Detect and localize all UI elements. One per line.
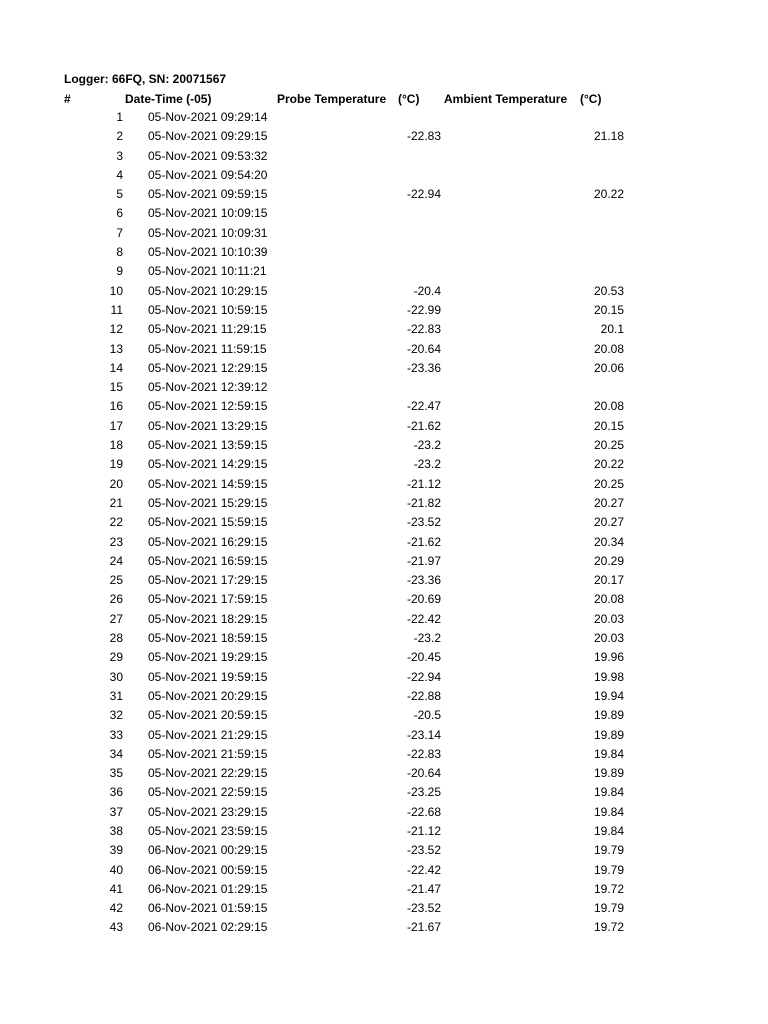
row-date-time: 05-Nov-2021 12:39:12 [148,380,268,395]
row-number: 8 [116,245,123,260]
row-probe-temperature: -21.62 [406,534,441,549]
row-probe-temperature: -22.88 [406,688,441,703]
row-number: 18 [109,438,123,453]
row-number: 22 [109,515,123,530]
row-number: 34 [109,746,123,761]
row-number: 27 [109,611,123,626]
row-date-time: 05-Nov-2021 19:59:15 [148,669,268,684]
row-ambient-temperature: 19.98 [593,669,624,684]
row-probe-temperature: -21.47 [406,881,441,896]
table-row [0,880,768,899]
row-date-time: 06-Nov-2021 00:29:15 [148,843,268,858]
row-number: 24 [109,553,123,568]
table-row [0,224,768,243]
row-probe-temperature: -22.83 [406,746,441,761]
row-date-time: 05-Nov-2021 10:09:31 [148,225,268,240]
row-ambient-temperature: 20.15 [593,302,624,317]
row-number: 28 [109,631,123,646]
row-ambient-temperature: 20.06 [593,360,624,375]
row-probe-temperature: -21.62 [406,418,441,433]
row-ambient-temperature: 19.72 [593,920,624,935]
row-ambient-temperature: 19.96 [593,650,624,665]
row-number: 21 [109,495,123,510]
row-ambient-temperature: 20.27 [593,515,624,530]
header-number: # [64,92,71,106]
row-ambient-temperature: 19.89 [593,708,624,723]
table-row [0,475,768,494]
row-date-time: 05-Nov-2021 22:59:15 [148,785,268,800]
row-probe-temperature: -22.99 [406,302,441,317]
row-number: 23 [109,534,123,549]
row-date-time: 05-Nov-2021 10:59:15 [148,302,268,317]
table-row [0,340,768,359]
row-probe-temperature: -23.2 [413,631,441,646]
row-ambient-temperature: 19.79 [593,843,624,858]
row-number: 17 [109,418,123,433]
header-probe-unit: (°C) [398,92,420,106]
row-probe-temperature: -22.68 [406,804,441,819]
row-probe-temperature: -20.45 [406,650,441,665]
row-number: 13 [109,341,123,356]
row-date-time: 05-Nov-2021 09:54:20 [148,167,268,182]
row-number: 1 [116,110,123,124]
row-ambient-temperature: 20.03 [593,631,624,646]
row-date-time: 05-Nov-2021 22:29:15 [148,766,268,781]
row-number: 14 [109,360,123,375]
row-number: 33 [109,727,123,742]
row-ambient-temperature: 19.84 [593,823,624,838]
row-ambient-temperature: 20.27 [593,495,624,510]
table-row [0,861,768,880]
row-ambient-temperature: 20.15 [593,418,624,433]
row-probe-temperature: -22.42 [406,611,441,626]
row-number: 36 [109,785,123,800]
row-probe-temperature: -23.52 [406,515,441,530]
row-probe-temperature: -23.36 [406,573,441,588]
table-row [0,783,768,802]
header-date-time: Date-Time (-05) [125,92,212,106]
row-date-time: 05-Nov-2021 10:11:21 [148,264,267,279]
row-number: 31 [109,688,123,703]
table-row [0,108,768,127]
row-date-time: 06-Nov-2021 01:59:15 [148,901,268,916]
row-ambient-temperature: 20.22 [593,457,624,472]
row-probe-temperature: -22.94 [406,187,441,202]
row-ambient-temperature: 21.18 [593,129,624,144]
row-date-time: 05-Nov-2021 16:59:15 [148,553,268,568]
row-number: 12 [109,322,123,337]
data-rows [0,108,768,938]
row-ambient-temperature: 19.79 [593,901,624,916]
row-number: 40 [109,862,123,877]
row-date-time: 05-Nov-2021 15:29:15 [148,495,268,510]
row-date-time: 05-Nov-2021 17:59:15 [148,592,268,607]
table-row [0,436,768,455]
table-row [0,552,768,571]
row-ambient-temperature: 20.29 [593,553,624,568]
table-row [0,706,768,725]
row-number: 11 [110,302,123,317]
table-row [0,417,768,436]
row-probe-temperature: -23.36 [406,360,441,375]
table-row [0,301,768,320]
row-probe-temperature: -21.12 [406,476,441,491]
row-number: 26 [109,592,123,607]
row-date-time: 05-Nov-2021 11:29:15 [148,322,267,337]
table-row [0,745,768,764]
row-number: 19 [109,457,123,472]
row-date-time: 05-Nov-2021 14:29:15 [148,457,268,472]
row-probe-temperature: -23.25 [406,785,441,800]
row-ambient-temperature: 19.89 [593,727,624,742]
row-ambient-temperature: 19.79 [593,862,624,877]
row-date-time: 05-Nov-2021 10:10:39 [148,245,268,260]
table-row [0,803,768,822]
row-number: 6 [116,206,123,221]
table-row [0,764,768,783]
row-probe-temperature: -21.97 [406,553,441,568]
row-ambient-temperature: 20.25 [593,476,624,491]
table-row [0,513,768,532]
table-row [0,127,768,146]
row-ambient-temperature: 20.17 [593,573,624,588]
row-date-time: 05-Nov-2021 12:59:15 [148,399,268,414]
row-number: 9 [116,264,123,279]
table-row [0,359,768,378]
row-ambient-temperature: 20.08 [593,592,624,607]
row-number: 35 [109,766,123,781]
row-ambient-temperature: 19.84 [593,746,624,761]
logger-title: Logger: 66FQ, SN: 20071567 [64,72,227,86]
table-row [0,262,768,281]
row-date-time: 05-Nov-2021 12:29:15 [148,360,268,375]
table-header [0,90,768,108]
row-number: 42 [109,901,123,916]
table-row [0,899,768,918]
table-row [0,918,768,937]
row-ambient-temperature: 20.03 [593,611,624,626]
table-row [0,185,768,204]
row-probe-temperature: -22.83 [406,129,441,144]
table-row [0,282,768,301]
row-date-time: 06-Nov-2021 00:59:15 [148,862,268,877]
row-date-time: 05-Nov-2021 15:59:15 [148,515,268,530]
row-number: 32 [109,708,123,723]
row-number: 37 [109,804,123,819]
row-ambient-temperature: 19.84 [593,785,624,800]
row-number: 10 [109,283,123,298]
row-date-time: 06-Nov-2021 01:29:15 [148,881,268,896]
row-number: 15 [109,380,123,395]
row-date-time: 05-Nov-2021 16:29:15 [148,534,268,549]
row-date-time: 05-Nov-2021 10:29:15 [148,283,268,298]
table-row [0,533,768,552]
row-probe-temperature: -23.14 [406,727,441,742]
row-ambient-temperature: 20.1 [600,322,624,337]
row-number: 20 [109,476,123,491]
table-row [0,590,768,609]
table-row [0,668,768,687]
row-probe-temperature: -20.69 [406,592,441,607]
table-row [0,320,768,339]
row-ambient-temperature: 20.08 [593,399,624,414]
row-date-time: 05-Nov-2021 23:59:15 [148,823,268,838]
row-date-time: 05-Nov-2021 18:29:15 [148,611,268,626]
row-date-time: 05-Nov-2021 18:59:15 [148,631,268,646]
row-date-time: 05-Nov-2021 09:29:14 [148,110,268,124]
table-row [0,822,768,841]
row-probe-temperature: -23.52 [406,901,441,916]
row-probe-temperature: -22.42 [406,862,441,877]
row-ambient-temperature: 19.89 [593,766,624,781]
row-date-time: 05-Nov-2021 09:53:32 [148,148,268,163]
row-number: 16 [109,399,123,414]
row-date-time: 05-Nov-2021 23:29:15 [148,804,268,819]
row-date-time: 05-Nov-2021 19:29:15 [148,650,268,665]
row-probe-temperature: -21.67 [406,920,441,935]
row-date-time: 05-Nov-2021 14:59:15 [148,476,268,491]
row-number: 39 [109,843,123,858]
row-ambient-temperature: 20.08 [593,341,624,356]
table-row [0,494,768,513]
table-row [0,204,768,223]
row-number: 2 [116,129,123,144]
row-ambient-temperature: 19.84 [593,804,624,819]
table-row [0,648,768,667]
table-row [0,726,768,745]
row-ambient-temperature: 19.94 [593,688,624,703]
row-number: 25 [109,573,123,588]
row-probe-temperature: -23.52 [406,843,441,858]
row-probe-temperature: -20.5 [413,708,441,723]
row-date-time: 05-Nov-2021 13:59:15 [148,438,268,453]
row-number: 41 [109,881,123,896]
row-ambient-temperature: 19.72 [593,881,624,896]
row-number: 7 [116,225,123,240]
table-row [0,629,768,648]
table-row [0,243,768,262]
row-probe-temperature: -22.94 [406,669,441,684]
row-probe-temperature: -21.82 [406,495,441,510]
row-date-time: 05-Nov-2021 11:59:15 [148,341,267,356]
row-ambient-temperature: 20.53 [593,283,624,298]
table-row [0,687,768,706]
header-ambient-unit: (°C) [580,92,602,106]
row-date-time: 05-Nov-2021 20:59:15 [148,708,268,723]
row-date-time: 05-Nov-2021 09:29:15 [148,129,268,144]
row-date-time: 05-Nov-2021 17:29:15 [148,573,268,588]
row-date-time: 05-Nov-2021 09:59:15 [148,187,268,202]
row-number: 29 [109,650,123,665]
row-probe-temperature: -22.83 [406,322,441,337]
table-row [0,397,768,416]
row-number: 5 [116,187,123,202]
row-ambient-temperature: 20.25 [593,438,624,453]
row-probe-temperature: -22.47 [406,399,441,414]
table-row [0,455,768,474]
row-number: 30 [109,669,123,684]
table-row [0,841,768,860]
row-probe-temperature: -20.64 [406,341,441,356]
row-date-time: 05-Nov-2021 21:29:15 [148,727,268,742]
row-probe-temperature: -20.4 [413,283,441,298]
header-ambient-temperature: Ambient Temperature [444,92,568,106]
row-probe-temperature: -23.2 [413,438,441,453]
row-number: 38 [109,823,123,838]
table-row [0,378,768,397]
table-row [0,147,768,166]
row-date-time: 06-Nov-2021 02:29:15 [148,920,268,935]
table-row [0,571,768,590]
row-ambient-temperature: 20.22 [593,187,624,202]
header-probe-temperature: Probe Temperature [277,92,387,106]
row-probe-temperature: -20.64 [406,766,441,781]
table-row [0,166,768,185]
row-date-time: 05-Nov-2021 10:09:15 [148,206,268,221]
row-ambient-temperature: 20.34 [593,534,624,549]
row-date-time: 05-Nov-2021 13:29:15 [148,418,268,433]
row-date-time: 05-Nov-2021 21:59:15 [148,746,268,761]
row-probe-temperature: -23.2 [413,457,441,472]
row-number: 43 [109,920,123,935]
row-probe-temperature: -21.12 [406,823,441,838]
table-row [0,610,768,629]
row-date-time: 05-Nov-2021 20:29:15 [148,688,268,703]
row-number: 3 [116,148,123,163]
row-number: 4 [116,167,123,182]
